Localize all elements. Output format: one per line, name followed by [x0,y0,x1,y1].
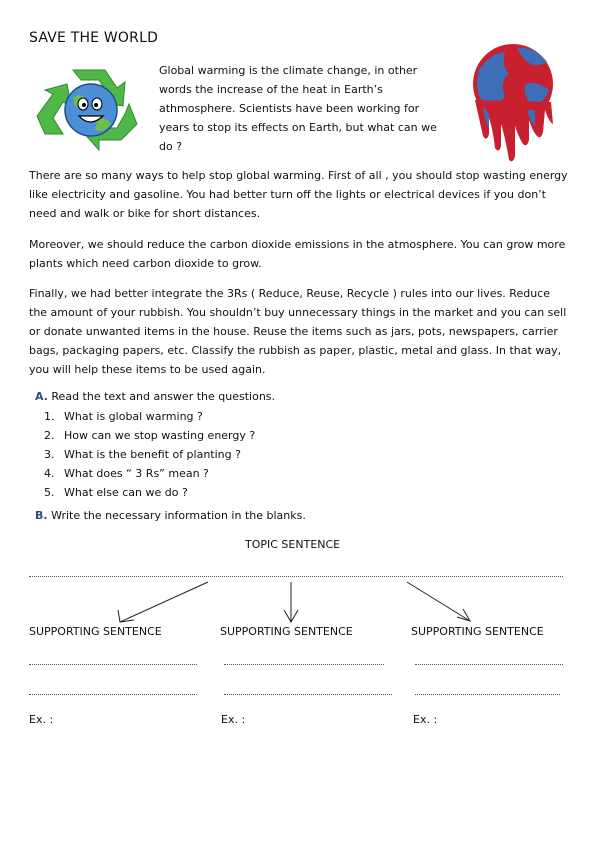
section-b-instruction: Write the necessary information in the blanks. [51,509,306,522]
supporting-blank-1a[interactable] [29,664,197,665]
supporting-blank-1b[interactable] [29,694,197,695]
section-b-letter: B. [35,509,48,522]
arrow-right-head [457,609,470,621]
question-item: 3. What is the benefit of planting ? [44,448,241,461]
intro-paragraph: Global warming is the climate change, in other words the increase of the heat in Earth’s athmosphere. Scientists have been working for years to stop its effects on Earth, but what can we do ? [159,64,437,153]
paragraph-ways: There are so many ways to help stop global warming. First of all , you should stop wasting energy like electricity and gasoline. You had better turn off the lights or electrical devices if you don’t need and walk or bike for short distances. [29,169,568,220]
example-label-3: Ex. : [413,713,438,726]
section-a-instruction: Read the text and answer the questions. [51,390,276,403]
example-label-2: Ex. : [221,713,246,726]
topic-sentence-label: TOPIC SENTENCE [245,538,341,551]
arrow-right [407,582,470,621]
supporting-blank-2a[interactable] [224,664,384,665]
supporting-sentence-label-2: SUPPORTING SENTENCE [220,625,353,638]
question-item: 5. What else can we do ? [44,486,188,499]
supporting-sentence-label-3: SUPPORTING SENTENCE [411,625,544,638]
paragraph-carbon: Moreover, we should reduce the carbon dioxide emissions in the atmosphere. You can grow more plants which need carbon dioxide to grow. [29,238,566,270]
example-label-1: Ex. : [29,713,54,726]
arrow-left [120,582,208,622]
section-a-letter: A. [35,390,48,403]
paragraph-3rs: Finally, we had better integrate the 3Rs ( Reduce, Reuse, Recycle ) rules into our lives. Reduce the amount of your rubbish. You shouldn’t buy unnecessary things in the market and you can sell or donate unwanted items in the house. Reuse the items such as jars, pots, newspapers, carrier bags, packaging papers, etc. Classify the rubbish as paper, plastic, metal and glass. In that way, you will help these items to be used again. [29,287,567,376]
question-item: 1. What is global warming ? [44,410,203,423]
question-item: 4. What does “ 3 Rs” mean ? [44,467,209,480]
supporting-sentence-label-1: SUPPORTING SENTENCE [29,625,162,638]
arrow-left-head [118,610,134,622]
supporting-blank-3b[interactable] [415,694,560,695]
page-title: SAVE THE WORLD [29,30,159,46]
question-item: 2. How can we stop wasting energy ? [44,429,256,442]
supporting-blank-3a[interactable] [415,664,563,665]
supporting-blank-2b[interactable] [224,694,392,695]
